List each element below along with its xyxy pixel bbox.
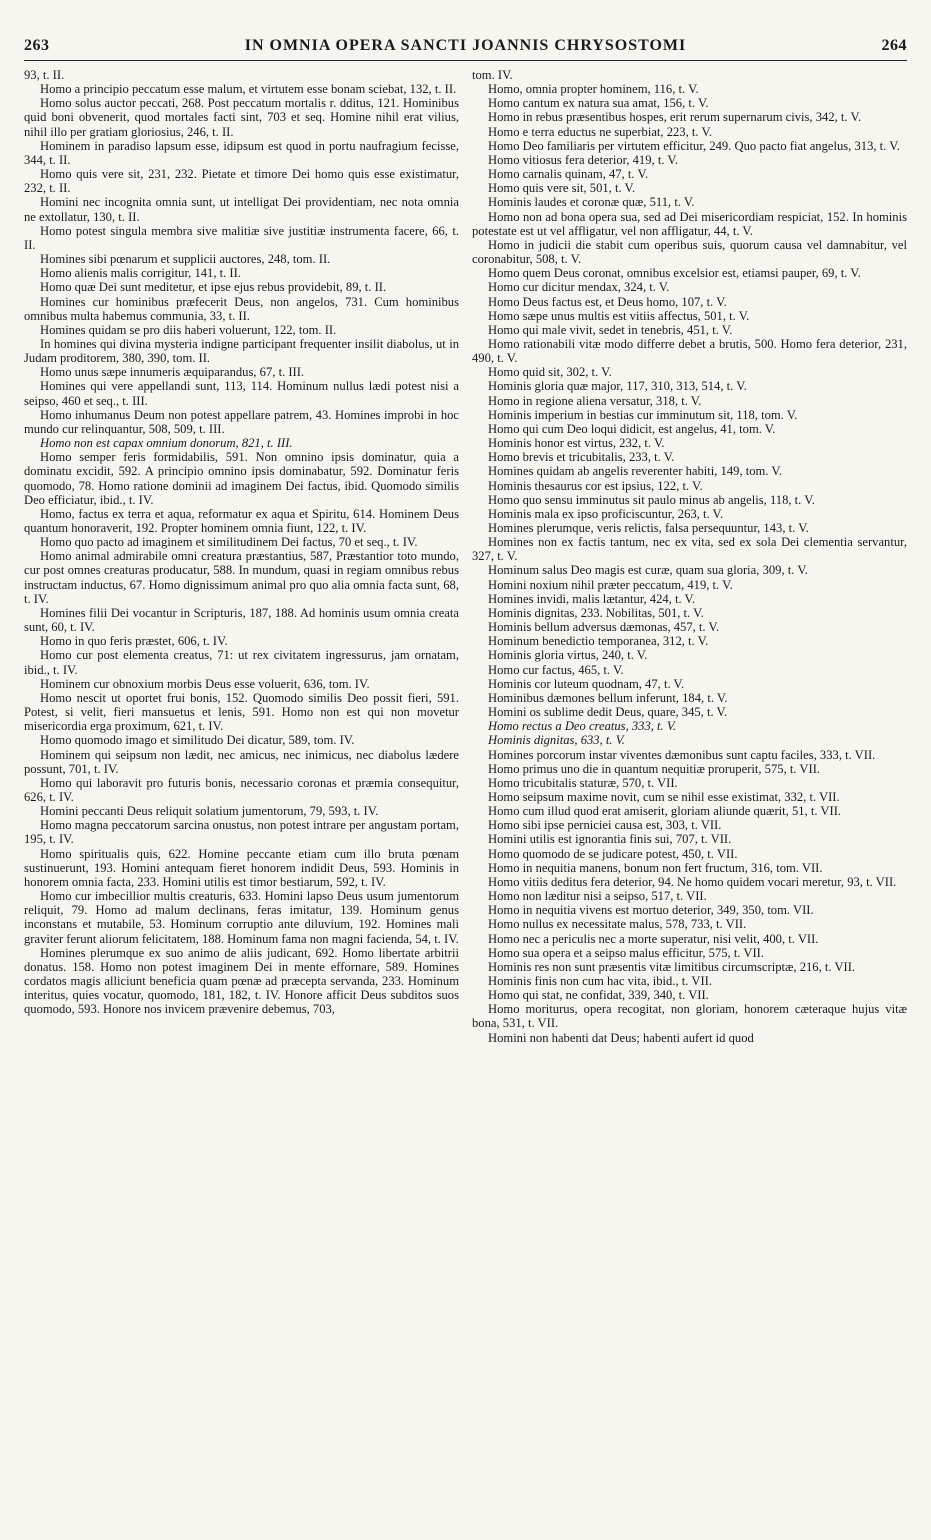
index-entry: Homo magna peccatorum sarcina onustus, non potest intrare per angustam portam, 195, t. IV. — [24, 818, 459, 847]
index-entry: Homo cur imbecillior multis creaturis, 633. Homini lapso Deus usum jumentorum reliquit, 79. Homo ad malum declinans, feras imitatur, 139. Hominum genus inconstans et mutabile, 53. Hominum corruptio ante diluvium, 192. Homines mali graviter ferunt aliorum felicitatem, 188. Hominum fama non magni facienda, 54, t. IV. — [24, 889, 459, 946]
right-column — [472, 68, 907, 1045]
index-entry: Hominis mala ex ipso proficiscuntur, 263, t. V. — [488, 506, 724, 521]
index-entry: Homo nec a periculis nec a morte superatur, nisi velit, 400, t. VII. — [488, 931, 819, 946]
index-entry: Homines quidam ab angelis reverenter habiti, 149, tom. V. — [488, 464, 783, 479]
index-entry: Homo quæ Dei sunt meditetur, et ipse ejus rebus providebit, 89, t. II. — [40, 280, 387, 295]
index-entry: Homines porcorum instar viventes dæmonibus sunt captu faciles, 333, t. VII. — [488, 747, 876, 762]
index-entry: Hominis dignitas, 633, t. V. — [488, 733, 625, 748]
index-entry: Homo rationabili vitæ modo differre debet a brutis, 500. Homo fera deterior, 231, 490, t. V. — [472, 336, 907, 366]
index-entry: Homines quidam se pro diis haberi voluerunt, 122, tom. II. — [40, 322, 337, 337]
index-entry: In homines qui divina mysteria indigne participant frequenter insilit diabolus, ut in Judam proditorem, 380, 390, tom. II. — [24, 336, 459, 366]
index-entry: Homo quid sit, 302, t. V. — [488, 365, 612, 380]
index-entry: 93, t. II. — [24, 68, 65, 82]
index-entry: Homo cum illud quod erat amiserit, gloriam aliunde quærit, 51, t. VII. — [488, 804, 842, 819]
index-entry: Homo potest singula membra sive malitiæ sive justitiæ instrumenta facere, 66, t. II. — [24, 223, 459, 252]
index-entry: Homo in regione aliena versatur, 318, t. V. — [488, 393, 702, 408]
index-entry: Homo qui cum Deo loqui didicit, est angelus, 41, tom. V. — [488, 421, 776, 436]
index-entry: Homo inhumanus Deum non potest appellare patrem, 43. Homines improbi in hoc mundo cur relinquantur, 508, 509, t. III. — [24, 407, 459, 436]
index-entry: Hominis imperium in bestias cur imminutum sit, 118, tom. V. — [488, 407, 798, 422]
index-entry: tom. IV. — [472, 68, 513, 82]
index-entry: Homo a principio peccatum esse malum, et virtutem esse bonam sciebat, 132, t. II. — [40, 82, 457, 97]
index-entry: Homo cur dicitur mendax, 324, t. V. — [488, 280, 670, 295]
index-entry: Hominis finis non cum hac vita, ibid., t. VII. — [488, 974, 712, 988]
index-entry: Homo unus sæpe innumeris æquiparandus, 67, t. III. — [40, 365, 305, 380]
left-column — [24, 68, 459, 1016]
index-entry: Homo quo pacto ad imaginem et similitudinem Dei factus, 70 et seq., t. IV. — [40, 535, 418, 550]
index-entry: Homo in nequitia manens, bonum non fert fructum, 316, tom. VII. — [488, 860, 823, 875]
index-entry: Homo carnalis quinam, 47, t. V. — [488, 167, 649, 182]
index-entry: Homo cur post elementa creatus, 71: ut rex civitatem ingressurus, jam ornatam, ibid., t. IV. — [24, 648, 459, 677]
index-entry: Homo sæpe unus multis est vitiis affectus, 501, t. V. — [488, 308, 750, 323]
index-entry: Homines plerumque, veris relictis, falsa persequuntur, 143, t. V. — [488, 521, 809, 535]
index-entry: Hominis cor luteum quodnam, 47, t. V. — [488, 676, 685, 691]
index-entry: Homines plerumque ex suo animo de aliis judicant, 692. Homo libertate arbitrii donatus. 158. Homo non potest imaginem Dei in mente effornare, 589. Homines cordatos magis alliciunt beneficia quam pœnæ ad præcepta servanda, 233. Hominum interitus, quies vocatur, quomodo, 181, 182, t. IV. Honore afficit Deus subditos suos quomodo, 593. Honore nos invicem prævenire debemus, 703, — [24, 945, 459, 1017]
index-entry: Homo non læditur nisi a seipso, 517, t. VII. — [488, 889, 707, 904]
index-entry: Homo, factus ex terra et aqua, reformatur ex aqua et Spiritu, 614. Hominem Deus quantum honoraverit, 192. Propter hominem omnia fiunt, 122, t. IV. — [24, 506, 459, 535]
index-entry: Homo quis vere sit, 231, 232. Pietate et timore Dei homo quis esse existimatur, 232, t. II. — [24, 167, 459, 196]
index-entry: Homo Deo familiaris per virtutem efficitur, 249. Quo pacto fiat angelus, 313, t. V. — [488, 138, 900, 153]
index-entry: Homo sibi ipse perniciei causa est, 303, t. VII. — [488, 818, 722, 833]
index-entry: Homines filii Dei vocantur in Scripturis, 187, 188. Ad hominis usum omnia creata sunt, 60, t. IV. — [24, 605, 459, 635]
index-entry: Homo moriturus, opera recogitat, non gloriam, honorem cæteraque hujus vitæ bona, 531, t. VII. — [472, 1002, 907, 1031]
index-entry: Homo qui laboravit pro futuris bonis, necessario coronas et præmia consequitur, 626, t. IV. — [24, 775, 459, 804]
index-entry: Homo qui male vivit, sedet in tenebris, 451, t. V. — [488, 322, 733, 337]
index-entry: Homo non ad bona opera sua, sed ad Dei misericordiam respiciat, 152. In hominis potestate est ut vel affligatur, vel non affligatur, 44, t. V. — [472, 209, 907, 238]
page-number-left: 263 — [24, 37, 50, 54]
running-title: IN OMNIA OPERA SANCTI JOANNIS CHRYSOSTOMI — [244, 37, 687, 54]
index-entry: Homo spiritualis quis, 622. Homine peccante etiam cum illo bruta pœnam sustinuerunt, 193. Homini antequam fieret honorem indidit Deus, 593. Hominis in honorem omnia facta, 233. Homini utilis est timor bestiarum, 592, t. IV. — [24, 846, 459, 889]
index-entry: Homo in quo feris præstet, 606, t. IV. — [40, 634, 228, 649]
index-entry: Homines cur hominibus præfecerit Deus, non angelos, 731. Cum hominibus omnibus multa habemus communia, 33, t. II. — [24, 294, 459, 323]
index-entry: Homo nescit ut oportet frui bonis, 152. Quomodo similis Deo possit fieri, 591. Potest, si velit, fieri mansuetus et lenis, 591. Homo non est qui non movetur misericordia erga proximum, 621, t. IV. — [24, 690, 459, 734]
page-header — [24, 34, 907, 58]
page-number-right: 264 — [881, 37, 907, 54]
index-entry: Homini utilis est ignorantia finis sui, 707, t. VII. — [488, 832, 732, 847]
header-rule — [24, 60, 907, 61]
index-entry: Hominum benedictio temporanea, 312, t. V. — [488, 634, 709, 649]
index-entry: Homo animal admirabile omni creatura præstantius, 587, Præstantior toto mundo, cur post omnes creaturas producatur, 588. In mundum, quasi in regiam omnibus rebus instructam inductus, 67. Homo dignissimum animal pro quo alia omnia facta sunt, 68, t. IV. — [24, 549, 459, 606]
index-entry: Homo nullus ex necessitate malus, 578, 733, t. VII. — [488, 917, 747, 932]
index-entry: Homo tricubitalis staturæ, 570, t. VII. — [488, 775, 678, 790]
index-entry: Homo, omnia propter hominem, 116, t. V. — [488, 82, 699, 97]
index-entry: Homo Deus factus est, et Deus homo, 107, t. V. — [488, 294, 727, 309]
index-entry: Homo quem Deus coronat, omnibus excelsior est, etiamsi pauper, 69, t. V. — [488, 266, 861, 281]
index-entry: Homo cur factus, 465, t. V. — [488, 662, 624, 677]
index-entry: Homo in judicii die stabit cum operibus suis, quorum causa vel damnabitur, vel coronabitur, 508, t. V. — [472, 237, 907, 267]
index-entry: Homo semper feris formidabilis, 591. Non omnino ipsis dominatur, quia a dominatu excidit, 592. A principio omnino ipsis dominabatur, 592. Dominatur feris quomodo, 78. Homo ratione dominii ad imaginem Dei factus, ibid. Quomodo similis Deo efficiatur, ibid., t. IV. — [24, 450, 459, 507]
index-entry: Hominis honor est virtus, 232, t. V. — [488, 436, 665, 451]
index-entry: Homines invidi, malis lætantur, 424, t. V. — [488, 591, 696, 606]
index-entry: Hominum salus Deo magis est curæ, quam sua gloria, 309, t. V. — [488, 563, 808, 578]
index-entry: Homines non ex factis tantum, nec ex vita, sed ex sola Dei clementia servantur, 327, t. V. — [472, 535, 907, 564]
index-entry: Hominis gloria quæ major, 117, 310, 313, 514, t. V. — [488, 379, 747, 394]
index-entry: Homo in rebus præsentibus hospes, erit rerum supernarum civis, 342, t. V. — [488, 110, 862, 125]
index-entry: Hominis bellum adversus dæmonas, 457, t. V. — [488, 620, 720, 635]
index-entry: Homo alienis malis corrigitur, 141, t. II. — [40, 266, 241, 281]
index-entry: Homo quis vere sit, 501, t. V. — [488, 181, 636, 196]
index-entry: Homini peccanti Deus reliquit solatium jumentorum, 79, 593, t. IV. — [40, 804, 379, 819]
index-entry: Homo sua opera et a seipso malus efficitur, 575, t. VII. — [488, 945, 765, 960]
index-entry: Homo quomodo de se judicare potest, 450, t. VII. — [488, 846, 738, 861]
index-entry: Homo e terra eductus ne superbiat, 223, t. V. — [488, 124, 713, 139]
index-entry: Homo brevis et tricubitalis, 233, t. V. — [488, 450, 675, 465]
index-entry: Hominem qui seipsum non lædit, nec amicus, nec inimicus, nec diabolus lædere possunt, 701, t. IV. — [24, 747, 459, 776]
index-entry: Homo quo sensu imminutus sit paulo minus ab angelis, 118, t. V. — [488, 492, 815, 507]
index-entry: Homo qui stat, ne confidat, 339, 340, t. VII. — [488, 988, 709, 1003]
index-entry: Homo seipsum maxime novit, cum se nihil esse existimat, 332, t. VII. — [488, 789, 840, 804]
index-entry: Hominem cur obnoxium morbis Deus esse voluerit, 636, tom. IV. — [40, 676, 370, 691]
index-entry: Homo cantum ex natura sua amat, 156, t. V. — [488, 96, 709, 111]
index-entry: Homini non habenti dat Deus; habenti aufert id quod — [488, 1030, 754, 1045]
index-entry: Homo vitiis deditus fera deterior, 94. Ne homo quidem vocari meretur, 93, t. VII. — [488, 874, 897, 889]
index-entry: Homo primus uno die in quantum nequitiæ proruperit, 575, t. VII. — [488, 761, 821, 776]
index-entry: Homini nec incognita omnia sunt, ut intelligat Dei providentiam, nec nota omnia ne extollatur, 130, t. II. — [24, 195, 459, 224]
index-entry: Homo quomodo imago et similitudo Dei dicatur, 589, tom. IV. — [40, 733, 355, 748]
index-entry: Homines sibi pœnarum et supplicii auctores, 248, tom. II. — [40, 252, 331, 267]
index-entry: Hominis gloria virtus, 240, t. V. — [488, 648, 648, 663]
index-entry: Hominis res non sunt præsentis vitæ limitibus circumscriptæ, 216, t. VII. — [488, 959, 856, 974]
index-entry: Hominibus dæmones bellum inferunt, 184, t. V. — [488, 690, 728, 705]
index-entry: Homini noxium nihil præter peccatum, 419, t. V. — [488, 577, 733, 592]
index-entry: Hominem in paradiso lapsum esse, idipsum est quod in portu naufragium fecisse, 344, t. II. — [24, 138, 459, 167]
index-entry: Homo in nequitia vivens est mortuo deterior, 349, 350, tom. VII. — [488, 903, 814, 918]
index-entry: Hominis thesaurus cor est ipsius, 122, t. V. — [488, 478, 703, 493]
index-entry: Homo rectus a Deo creatus, 333, t. V. — [488, 719, 677, 734]
index-entry: Homo solus auctor peccati, 268. Post peccatum mortalis r. dditus, 121. Hominibus quid boni obvenerit, quod mortales facti sint, 703 et seq. Homine nihil erat vilius, nihil illo per gratiam gloriosius, 246, t. II. — [24, 96, 459, 139]
index-entry: Homo non est capax omnium donorum, 821, t. III. — [40, 436, 293, 451]
index-entry: Hominis laudes et coronæ quæ, 511, t. V. — [488, 195, 695, 210]
index-entry: Homo vitiosus fera deterior, 419, t. V. — [488, 152, 679, 167]
index-entry: Homini os sublime dedit Deus, quare, 345, t. V. — [488, 705, 728, 720]
index-entry: Hominis dignitas, 233. Nobilitas, 501, t. V. — [488, 605, 704, 620]
index-entry: Homines qui vere appellandi sunt, 113, 114. Hominum nullus lædi potest nisi a seipso, 460 et seq., t. III. — [24, 379, 459, 408]
